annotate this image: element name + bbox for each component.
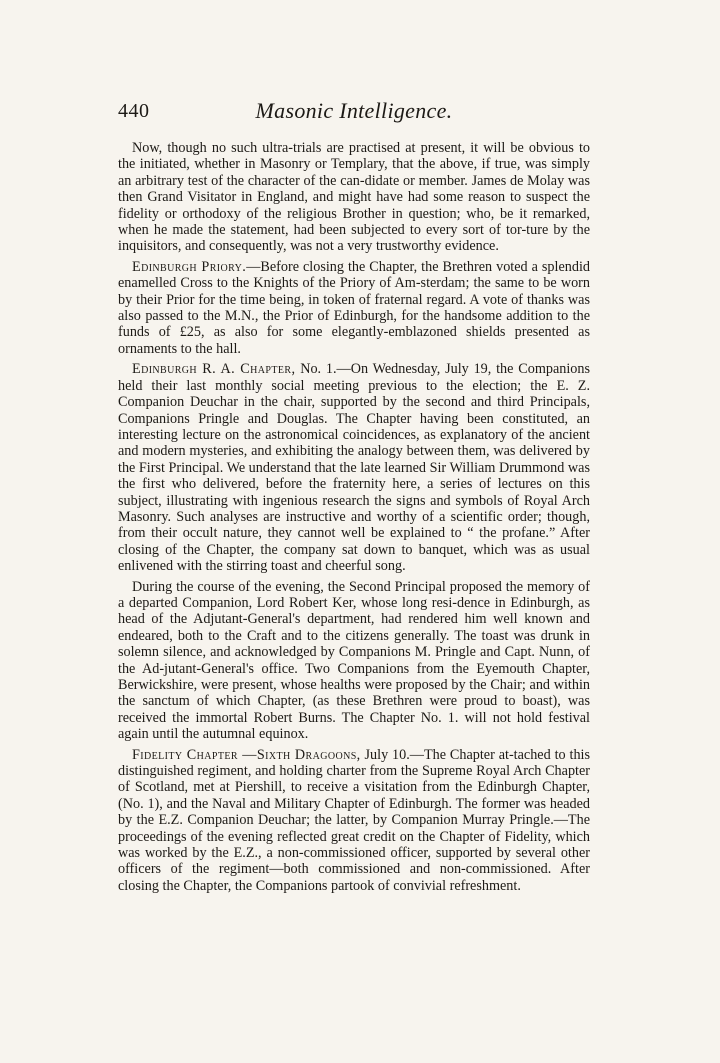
paragraph-text: Now, though no such ultra-trials are practised at present, it will be obvious to the initiated, whether in Masonry or Templary, that the above, if true, was simply an arbitrary test of the character of the can-didate or member. James de Molay was then Grand Visitator in England, and might have had some reason to suspect the fidelity or orthodoxy of the religious Brother in question; who, be it remarked, when he made the statement, had been subjected to every sort of tor-ture by the inquisitors, and consequently, was not a very trustworthy evidence. [118, 140, 590, 255]
article-body [118, 140, 590, 894]
paragraph-edinburgh-ra-chapter [118, 361, 590, 574]
section-heading: Edinburgh R. A. Chapter, [132, 361, 296, 378]
paragraph-text: No. 1.—On Wednesday, July 19, the Companions held their last monthly social meeting previous to the election; the E. Z. Companion Deuchar in the chair, supported by the second and third Principals, Companions Pringle and Douglas. The Chapter having been constituted, an interesting lecture on the astronomical coincidences, as explanatory of the ancient and modern mysteries, and exhibiting the analogy between them, was delivered by the First Principal. We understand that the late learned Sir William Drummond was the first who delivered, before the fraternity here, a series of lectures on this subject, illustrating with ingenious research the signs and symbols of Royal Arch Masonry. Such analyses are instructive and worthy of a scientific order; though, from their occult nature, they cannot well be explained to “ the profane.” After closing of the Chapter, the company sat down to banquet, which was as usual enlivened with the stirring toast and cheerful song. [118, 361, 590, 575]
paragraph-text: —Before closing the Chapter, the Brethren voted a splendid enamelled Cross to the Knights of the Priory of Am-sterdam; the same to be worn by their Prior for the time being, in token of fraternal regard. A vote of thanks was also passed to the M.N., the Prior of Edinburgh, for the handsome addition to the funds of £25, as also for some elegantly-emblazoned shields presented as ornaments to the hall. [118, 258, 590, 357]
paragraph-text: July 10.—The Chapter at-tached to this distinguished regiment, and holding charter from the Supreme Royal Arch Chapter of Scotland, met at Piershill, to receive a visitation from the Edinburgh Chapter, (No. 1), and the Naval and Military Chapter of Edinburgh. The former was headed by the E.Z. Companion Deuchar; the latter, by Companion Murray Pringle.—The proceedings of the evening reflected great credit on the Chapter of Fidelity, which was worked by the E.Z., a non-commissioned officer, supported by several other officers of the regiment—both commissioned and non-commissioned. After closing the Chapter, the Companions partook of convivial refreshment. [118, 746, 590, 894]
paragraph-intro [118, 140, 590, 255]
running-title: Masonic Intelligence. [255, 98, 453, 123]
section-heading: Edinburgh Priory. [132, 258, 247, 275]
paragraph-edinburgh-priory [118, 259, 590, 357]
paragraph-evening-toast [118, 579, 590, 743]
page-header [118, 96, 590, 130]
paragraph-text: During the course of the evening, the Second Principal proposed the memory of a departed Companion, Lord Robert Ker, whose long resi-dence in Edinburgh, as head of the Adjutant-General's department, had rendered him well known and endeared, both to the Craft and to the citizens generally. The toast was drunk in solemn silence, and acknowledged by Companions M. Pringle and Capt. Nunn, of the Ad-jutant-General's office. Two Companions from the Eyemouth Chapter, Berwickshire, were present, whose healths were proposed by the Chair; and within the sanctum of which Chapter, (as these Brethren were proud to boast), was received the immortal Robert Burns. The Chapter No. 1. will not hold festival again until the autumnal equinox. [118, 578, 590, 743]
page-number: 440 [118, 100, 150, 122]
paragraph-fidelity-chapter [118, 747, 590, 895]
section-heading: Fidelity Chapter —Sixth Dragoons, [132, 746, 361, 763]
